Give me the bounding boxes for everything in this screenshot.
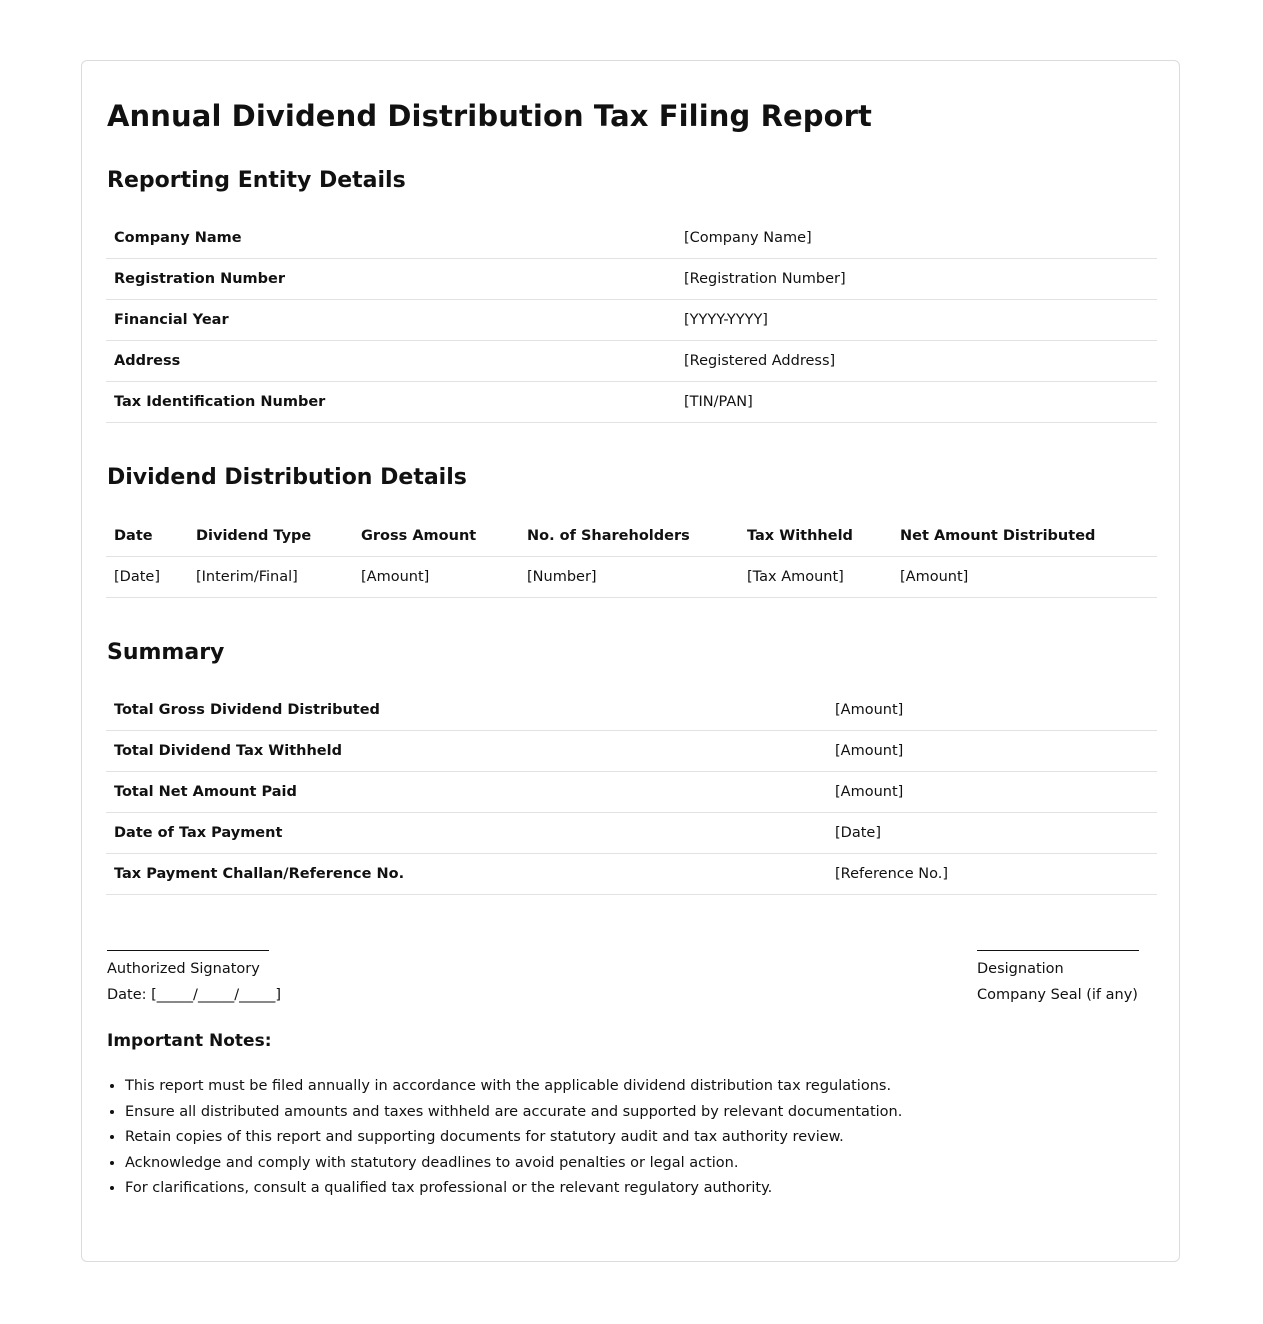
signatory-block bbox=[107, 956, 281, 1008]
column-header-gross-amount: Gross Amount bbox=[353, 516, 519, 557]
list-item: • Acknowledge and comply with statutory deadlines to avoid penalties or legal action. bbox=[125, 1151, 902, 1177]
table-row bbox=[106, 557, 1157, 598]
page-title: Annual Dividend Distribution Tax Filing Report bbox=[107, 99, 873, 133]
summary-label: Total Net Amount Paid bbox=[106, 772, 827, 813]
cell-shareholders: [Number] bbox=[519, 557, 739, 598]
signatory-date: Date: [_____/_____/_____] bbox=[107, 987, 281, 1003]
column-header-dividend-type: Dividend Type bbox=[188, 516, 353, 557]
column-header-date: Date bbox=[106, 516, 188, 557]
notes-list bbox=[107, 1074, 902, 1202]
cell-tax-withheld: [Tax Amount] bbox=[739, 557, 892, 598]
table-header-row bbox=[106, 516, 1157, 557]
entity-label: Financial Year bbox=[106, 300, 676, 341]
table-row bbox=[106, 218, 1157, 259]
entity-label: Tax Identification Number bbox=[106, 382, 676, 423]
summary-value: [Amount] bbox=[827, 772, 1157, 813]
table-row bbox=[106, 341, 1157, 382]
signatory-signature-line bbox=[107, 950, 269, 951]
summary-value: [Amount] bbox=[827, 731, 1157, 772]
entity-label: Registration Number bbox=[106, 259, 676, 300]
entity-value: [TIN/PAN] bbox=[676, 382, 1157, 423]
column-header-tax-withheld: Tax Withheld bbox=[739, 516, 892, 557]
summary-table bbox=[106, 690, 1157, 895]
table-row bbox=[106, 259, 1157, 300]
column-header-net-amount: Net Amount Distributed bbox=[892, 516, 1157, 557]
table-row bbox=[106, 772, 1157, 813]
entity-details-table bbox=[106, 218, 1157, 423]
designation-label: Designation bbox=[977, 961, 1064, 977]
entity-value: [Company Name] bbox=[676, 218, 1157, 259]
cell-net-amount: [Amount] bbox=[892, 557, 1157, 598]
cell-dividend-type: [Interim/Final] bbox=[188, 557, 353, 598]
list-item: • This report must be filed annually in accordance with the applicable dividend distribution tax regulations. bbox=[125, 1074, 902, 1100]
entity-value: [YYYY-YYYY] bbox=[676, 300, 1157, 341]
summary-label: Date of Tax Payment bbox=[106, 813, 827, 854]
column-header-shareholders: No. of Shareholders bbox=[519, 516, 739, 557]
table-row bbox=[106, 854, 1157, 895]
summary-label: Tax Payment Challan/Reference No. bbox=[106, 854, 827, 895]
table-row bbox=[106, 813, 1157, 854]
entity-value: [Registration Number] bbox=[676, 259, 1157, 300]
entity-label: Company Name bbox=[106, 218, 676, 259]
cell-date: [Date] bbox=[106, 557, 188, 598]
summary-section-heading: Summary bbox=[107, 640, 225, 665]
table-row bbox=[106, 382, 1157, 423]
summary-value: [Date] bbox=[827, 813, 1157, 854]
table-row bbox=[106, 300, 1157, 341]
distribution-section-heading: Dividend Distribution Details bbox=[107, 465, 467, 490]
summary-label: Total Gross Dividend Distributed bbox=[106, 690, 827, 731]
entity-section-heading: Reporting Entity Details bbox=[107, 168, 406, 193]
table-row bbox=[106, 690, 1157, 731]
designation-signature-line bbox=[977, 950, 1139, 951]
entity-label: Address bbox=[106, 341, 676, 382]
summary-value: [Amount] bbox=[827, 690, 1157, 731]
company-seal-label: Company Seal (if any) bbox=[977, 987, 1138, 1003]
notes-heading: Important Notes: bbox=[107, 1031, 272, 1051]
list-item: • For clarifications, consult a qualified tax professional or the relevant regulatory authority. bbox=[125, 1176, 902, 1202]
summary-value: [Reference No.] bbox=[827, 854, 1157, 895]
list-item: • Ensure all distributed amounts and taxes withheld are accurate and supported by relevant documentation. bbox=[125, 1100, 902, 1126]
table-row bbox=[106, 731, 1157, 772]
designation-block bbox=[977, 956, 1138, 1008]
cell-gross-amount: [Amount] bbox=[353, 557, 519, 598]
signatory-label: Authorized Signatory bbox=[107, 961, 260, 977]
summary-label: Total Dividend Tax Withheld bbox=[106, 731, 827, 772]
distribution-table bbox=[106, 516, 1157, 598]
report-card bbox=[81, 60, 1180, 1262]
entity-value: [Registered Address] bbox=[676, 341, 1157, 382]
list-item: • Retain copies of this report and supporting documents for statutory audit and tax authority review. bbox=[125, 1125, 902, 1151]
